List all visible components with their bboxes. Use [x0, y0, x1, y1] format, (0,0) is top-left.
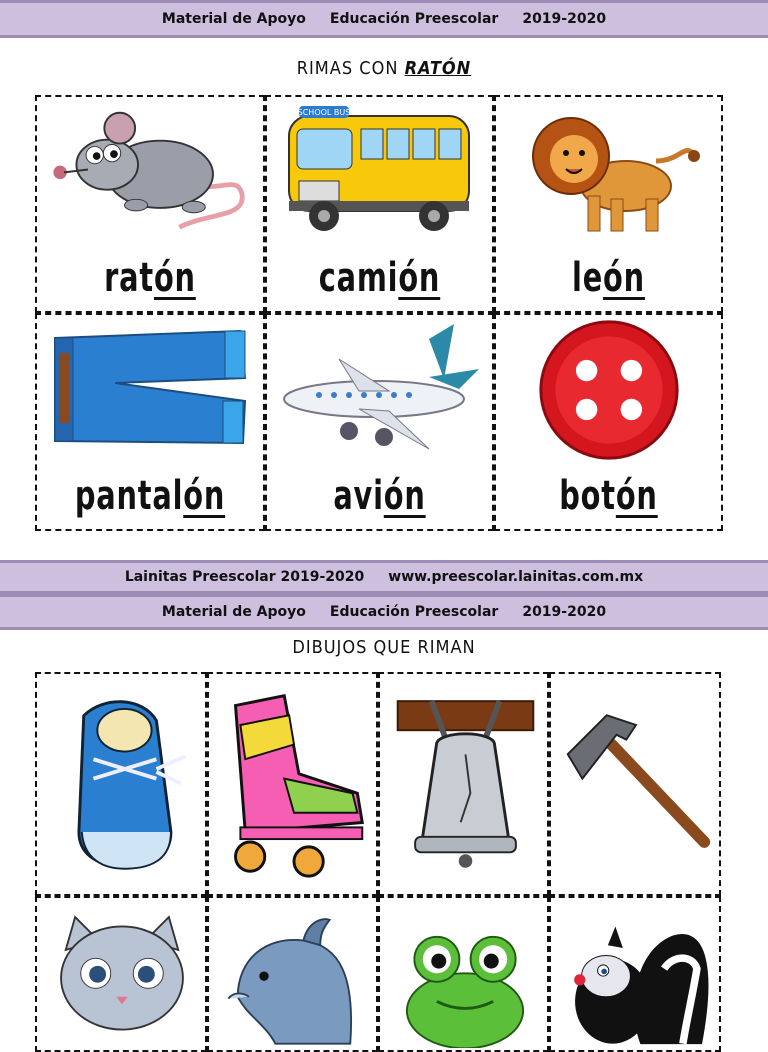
picture-cell-frog [378, 896, 549, 1052]
header-band-top [0, 0, 768, 38]
word-boton: botón [559, 473, 658, 519]
header-education: Educación Preescolar [329, 11, 499, 27]
button-icon [536, 317, 682, 463]
frog-icon [390, 908, 540, 1048]
roller-skate-icon [215, 686, 373, 881]
header-material: Material de Apoyo [161, 11, 306, 27]
header-material-2: Material de Apoyo [161, 604, 306, 620]
cat-icon [47, 908, 197, 1048]
sneaker-icon [45, 686, 200, 881]
header-year: 2019-2020 [522, 11, 607, 27]
footer-url[interactable]: www.preescolar.lainitas.com.mx [388, 569, 644, 585]
picture-grid [35, 672, 721, 1052]
picture-cell-sneaker [35, 672, 207, 896]
picture-cell-skunk [549, 896, 721, 1052]
card-raton [35, 95, 265, 313]
word-avion: avión [333, 473, 426, 519]
header-band-second [0, 594, 768, 630]
section1-title: RIMAS CON RATÓN [296, 58, 472, 79]
header-year-2: 2019-2020 [522, 604, 607, 620]
picture-cell-dolphin [207, 896, 378, 1052]
airplane-icon [279, 319, 479, 459]
word-leon: león [572, 255, 645, 301]
word-raton: ratón [104, 255, 196, 301]
pants-icon [45, 323, 255, 453]
footer-band [0, 560, 768, 594]
header-education-2: Educación Preescolar [329, 604, 499, 620]
dolphin-icon [219, 908, 369, 1048]
svg-text:SCHOOL BUS: SCHOOL BUS [297, 108, 351, 117]
card-leon [494, 95, 723, 313]
section2-title: DIBUJOS QUE RIMAN [292, 637, 476, 658]
word-pantalon: pantalón [74, 473, 226, 519]
mouse-icon [43, 107, 258, 232]
picture-cell-cat [35, 896, 207, 1052]
card-camion [265, 95, 494, 313]
picture-cell-bell [378, 672, 549, 896]
bell-icon [388, 686, 543, 881]
title-keyword: RATÓN [404, 58, 472, 79]
skunk-icon [561, 908, 711, 1048]
card-avion [265, 313, 494, 531]
hammer-icon [557, 686, 715, 881]
picture-cell-hammer [549, 672, 721, 896]
school-bus-icon [279, 101, 479, 241]
lion-icon [516, 101, 706, 241]
word-camion: camión [318, 255, 441, 301]
footer-credit: Lainitas Preescolar 2019-2020 [124, 569, 365, 585]
rhyme-card-grid [35, 95, 723, 531]
card-pantalon [35, 313, 265, 531]
card-boton [494, 313, 723, 531]
picture-cell-roller-skate [207, 672, 378, 896]
